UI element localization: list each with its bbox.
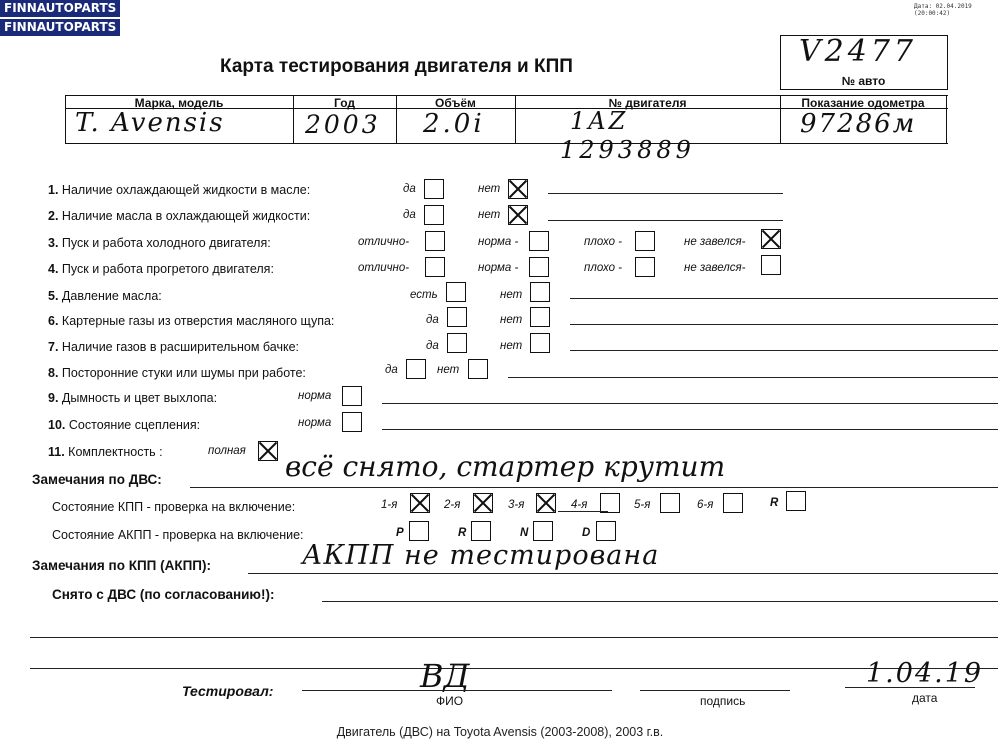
- q4-checkbox-excellent[interactable]: [425, 257, 445, 277]
- answer-line: [548, 220, 783, 221]
- q4-option-label: отлично-: [358, 262, 410, 274]
- q8-option-label: да: [385, 364, 398, 376]
- kpp-gear-5-checkbox[interactable]: [660, 493, 680, 513]
- q3-option-label: отлично-: [358, 236, 410, 248]
- akpp-gear-p-checkbox[interactable]: [409, 521, 429, 541]
- answer-line: [30, 637, 998, 638]
- question-8: 8. Посторонние стуки или шумы при работе:: [48, 366, 306, 380]
- kpp-gear-label: 2-я: [444, 499, 461, 511]
- akpp-gear-r-checkbox[interactable]: [471, 521, 491, 541]
- remarks-kpp-value: АКПП не тестирована: [302, 540, 660, 571]
- q3-checkbox-not-started[interactable]: [761, 229, 781, 249]
- watermark-logo: FINNAUTOPARTS: [0, 0, 120, 17]
- kpp-gear-3-checkbox[interactable]: [536, 493, 556, 513]
- answer-line: [570, 350, 998, 351]
- question-1: 1. Наличие охлаждающей жидкости в масле:: [48, 183, 311, 197]
- q4-option-label: не завелся-: [684, 262, 746, 274]
- question-4: 4. Пуск и работа прогретого двигателя:: [48, 262, 274, 276]
- q1-checkbox-no[interactable]: [508, 179, 528, 199]
- remarks-kpp-label: Замечания по КПП (АКПП):: [32, 558, 211, 573]
- answer-line: [382, 429, 998, 430]
- strike-line: [558, 511, 608, 512]
- answer-line: [248, 573, 998, 574]
- kpp-check-label: Состояние КПП - проверка на включение:: [52, 500, 296, 514]
- kpp-gear-r-checkbox[interactable]: [786, 491, 806, 511]
- q2-option-label: да: [403, 209, 416, 221]
- answer-line: [548, 193, 783, 194]
- akpp-gear-label: D: [582, 527, 591, 539]
- kpp-gear-label: 1-я: [381, 499, 398, 511]
- q4-option-label: норма -: [478, 262, 519, 274]
- tester-initials: ВД: [420, 657, 470, 695]
- answer-line: [190, 487, 998, 488]
- removed-label: Снято с ДВС (по согласованию!):: [52, 587, 275, 602]
- year-value: 2003: [305, 110, 381, 139]
- image-caption: Двигатель (ДВС) на Toyota Avensis (2003-2008), 2003 г.в.: [336, 725, 664, 739]
- kpp-gear-4-checkbox[interactable]: [600, 493, 620, 513]
- answer-line: [30, 668, 998, 669]
- header-odometer: Показание одометра: [801, 96, 925, 110]
- q1-option-label: нет: [478, 183, 501, 195]
- q1-option-label: да: [403, 183, 416, 195]
- q3-checkbox-excellent[interactable]: [425, 231, 445, 251]
- question-3: 3. Пуск и работа холодного двигателя:: [48, 236, 271, 250]
- fio-label: ФИО: [436, 694, 464, 708]
- q8-option-label: нет: [437, 364, 460, 376]
- answer-line: [570, 324, 998, 325]
- vehicle-info-table: [65, 95, 948, 145]
- kpp-gear-2-checkbox[interactable]: [473, 493, 493, 513]
- q4-option-label: плохо -: [584, 262, 622, 274]
- header-make-model: Марка, модель: [134, 96, 224, 110]
- q3-checkbox-bad[interactable]: [635, 231, 655, 251]
- kpp-gear-label: 4-я: [571, 499, 588, 511]
- akpp-gear-label: R: [458, 527, 467, 539]
- q11-option-label: полная: [208, 445, 246, 457]
- q3-option-label: не завелся-: [684, 236, 746, 248]
- kpp-gear-label: 6-я: [697, 499, 714, 511]
- answer-line: [570, 298, 998, 299]
- q3-option-label: плохо -: [584, 236, 622, 248]
- q5-checkbox-yes[interactable]: [446, 282, 466, 302]
- q7-checkbox-no[interactable]: [530, 333, 550, 353]
- page-title: Карта тестирования двигателя и КПП: [220, 56, 573, 77]
- tested-by-label: Тестировал:: [182, 683, 274, 699]
- remarks-dvs-label: Замечания по ДВС:: [32, 472, 162, 487]
- q7-checkbox-yes[interactable]: [447, 333, 467, 353]
- kpp-gear-6-checkbox[interactable]: [723, 493, 743, 513]
- akpp-gear-n-checkbox[interactable]: [533, 521, 553, 541]
- kpp-gear-label: 3-я: [508, 499, 525, 511]
- signature-label: подпись: [700, 694, 746, 708]
- kpp-gear-1-checkbox[interactable]: [410, 493, 430, 513]
- auto-number-value: V2477: [799, 34, 918, 69]
- question-6: 6. Картерные газы из отверстия масляного щупа:: [48, 314, 335, 328]
- q6-option-label: да: [426, 314, 439, 326]
- odometer-value: 97286м: [800, 109, 917, 139]
- signature-line: [640, 690, 790, 691]
- q4-checkbox-not-started[interactable]: [761, 255, 781, 275]
- date-stamp: Дата: 02.04.2019 (20:00:42): [914, 3, 972, 17]
- remarks-dvs-value: всё снято, стартер крутит: [285, 450, 726, 483]
- q3-option-label: норма -: [478, 236, 519, 248]
- question-2: 2. Наличие масла в охлаждающей жидкости:: [48, 209, 311, 223]
- watermark-logo-2: FINNAUTOPARTS: [0, 19, 120, 36]
- answer-line: [322, 601, 998, 602]
- q6-checkbox-no[interactable]: [530, 307, 550, 327]
- question-5: 5. Давление масла:: [48, 289, 162, 303]
- header-volume: Объём: [435, 96, 476, 110]
- q9-option-label: норма: [298, 390, 332, 402]
- q11-checkbox-full[interactable]: [258, 441, 278, 461]
- auto-number-label: № авто: [841, 74, 886, 88]
- q2-checkbox-no[interactable]: [508, 205, 528, 225]
- q1-checkbox-yes[interactable]: [424, 179, 444, 199]
- q7-option-label: нет: [500, 340, 523, 352]
- fio-line: [302, 690, 612, 691]
- engine-serial-value: 1293889: [560, 136, 695, 164]
- question-10: 10. Состояние сцепления:: [48, 418, 201, 432]
- date-line: [845, 687, 975, 688]
- make-model-value: T. Avensis: [75, 108, 225, 138]
- q8-checkbox-yes[interactable]: [406, 359, 426, 379]
- kpp-gear-label: 5-я: [634, 499, 651, 511]
- q4-checkbox-bad[interactable]: [635, 257, 655, 277]
- q7-option-label: да: [426, 340, 439, 352]
- question-7: 7. Наличие газов в расширительном бачке:: [48, 340, 300, 354]
- q2-option-label: нет: [478, 209, 501, 221]
- answer-line: [382, 403, 998, 404]
- q5-option-label: нет: [500, 289, 523, 301]
- kpp-gear-label: R: [770, 497, 779, 509]
- q9-checkbox-normal[interactable]: [342, 386, 362, 406]
- volume-value: 2.0i: [423, 109, 485, 139]
- q6-checkbox-yes[interactable]: [447, 307, 467, 327]
- auto-number-box: [780, 35, 948, 90]
- q2-checkbox-yes[interactable]: [424, 205, 444, 225]
- date-label: дата: [912, 691, 938, 705]
- akpp-gear-label: N: [520, 527, 529, 539]
- question-11: 11. Комплектность :: [48, 445, 163, 459]
- q10-checkbox-normal[interactable]: [342, 412, 362, 432]
- akpp-gear-d-checkbox[interactable]: [596, 521, 616, 541]
- q4-checkbox-normal[interactable]: [529, 257, 549, 277]
- q5-option-label: есть: [410, 289, 438, 301]
- header-engine-no: № двигателя: [608, 96, 687, 110]
- engine-code-value: 1AZ: [570, 107, 629, 135]
- answer-line: [508, 377, 998, 378]
- akpp-gear-label: P: [396, 527, 404, 539]
- akpp-check-label: Состояние АКПП - проверка на включение:: [52, 528, 304, 542]
- header-year: Год: [334, 96, 355, 110]
- date-value: 1.04.19: [866, 658, 984, 689]
- q10-option-label: норма: [298, 417, 332, 429]
- question-9: 9. Дымность и цвет выхлопа:: [48, 391, 218, 405]
- q8-checkbox-no[interactable]: [468, 359, 488, 379]
- q5-checkbox-no[interactable]: [530, 282, 550, 302]
- q6-option-label: нет: [500, 314, 523, 326]
- q3-checkbox-normal[interactable]: [529, 231, 549, 251]
